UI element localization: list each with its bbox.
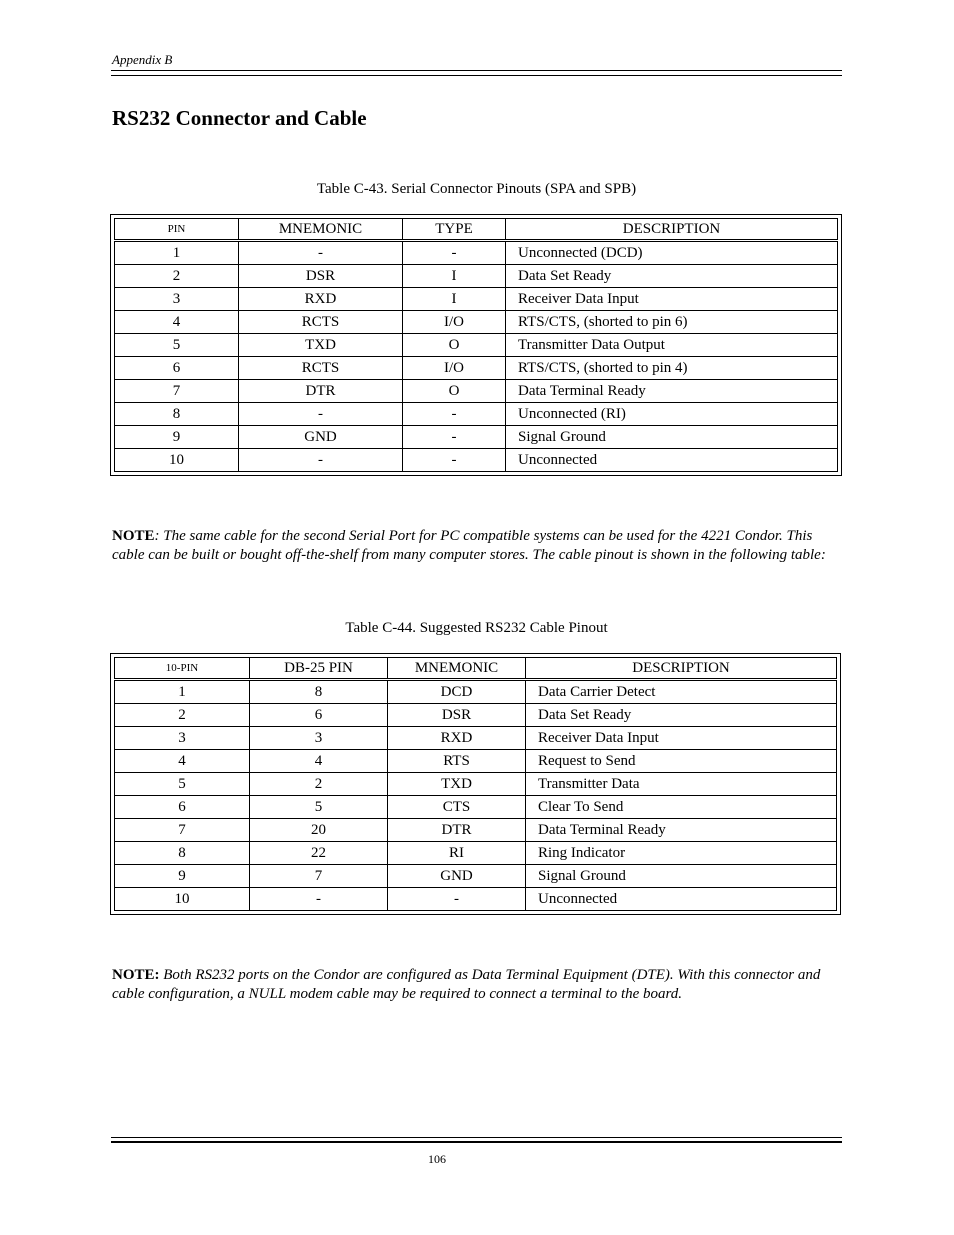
cell-type: - <box>403 426 506 449</box>
table-row <box>115 773 837 796</box>
table-row <box>115 865 837 888</box>
column-header-description: DESCRIPTION <box>506 219 838 241</box>
cell-db25-pin: 6 <box>250 704 388 727</box>
cell-db25-pin: - <box>250 888 388 911</box>
table-row <box>115 888 837 911</box>
cell-description: Ring Indicator <box>526 842 837 865</box>
table-row <box>115 680 837 704</box>
cell-pin: 7 <box>115 380 239 403</box>
cell-description: RTS/CTS, (shorted to pin 6) <box>506 311 838 334</box>
cell-description: Receiver Data Input <box>506 288 838 311</box>
serial-connector-pinout-table <box>114 218 838 472</box>
column-header-db25-pin: DB-25 PIN <box>250 658 388 680</box>
table-row <box>115 334 838 357</box>
cell-mnemonic: TXD <box>388 773 526 796</box>
cell-type: I/O <box>403 357 506 380</box>
cell-mnemonic: RTS <box>388 750 526 773</box>
cell-mnemonic: DSR <box>239 265 403 288</box>
cell-type: - <box>403 241 506 265</box>
cell-type: O <box>403 380 506 403</box>
cell-mnemonic: - <box>239 241 403 265</box>
cell-mnemonic: DCD <box>388 680 526 704</box>
table-row <box>115 842 837 865</box>
cell-db25-pin: 2 <box>250 773 388 796</box>
cell-pin: 6 <box>115 357 239 380</box>
table-header-row <box>115 219 838 241</box>
table1-frame <box>110 214 842 476</box>
cell-db25-pin: 20 <box>250 819 388 842</box>
cell-db25-pin: 8 <box>250 680 388 704</box>
cell-type: I/O <box>403 311 506 334</box>
cell-description: Signal Ground <box>506 426 838 449</box>
note-label: NOTE: <box>112 967 160 983</box>
column-header-mnemonic: MNEMONIC <box>239 219 403 241</box>
cell-description: Unconnected (DCD) <box>506 241 838 265</box>
cell-description: Signal Ground <box>526 865 837 888</box>
cell-db25-pin: 7 <box>250 865 388 888</box>
cell-mnemonic: - <box>388 888 526 911</box>
cell-10-pin: 7 <box>115 819 250 842</box>
column-header-10-pin: 10-PIN <box>115 658 250 680</box>
cell-type: I <box>403 288 506 311</box>
header-rule-secondary <box>111 75 842 76</box>
running-header: Appendix B <box>112 52 173 67</box>
table-row <box>115 750 837 773</box>
cell-mnemonic: DSR <box>388 704 526 727</box>
cell-pin: 5 <box>115 334 239 357</box>
cell-mnemonic: RI <box>388 842 526 865</box>
note-paragraph-1 <box>112 527 842 565</box>
cell-description: Data Carrier Detect <box>526 680 837 704</box>
header-rule <box>111 70 842 71</box>
cell-db25-pin: 4 <box>250 750 388 773</box>
cell-mnemonic: GND <box>388 865 526 888</box>
cell-description: Clear To Send <box>526 796 837 819</box>
column-header-type: TYPE <box>403 219 506 241</box>
cell-db25-pin: 5 <box>250 796 388 819</box>
table1-caption: Table C-43. Serial Connector Pinouts (SPA and SPB) <box>316 181 637 197</box>
note-text: Both RS232 ports on the Condor are configured as Data Terminal Equipment (DTE). With this connector and cable configuration, a NULL modem cable may be required to connect a terminal to the board. <box>112 967 821 1002</box>
footer-rule <box>111 1137 842 1138</box>
table-row <box>115 819 837 842</box>
page-number: 106 <box>428 1152 446 1166</box>
cell-type: O <box>403 334 506 357</box>
cell-description: Request to Send <box>526 750 837 773</box>
cell-mnemonic: RCTS <box>239 311 403 334</box>
cell-10-pin: 6 <box>115 796 250 819</box>
cell-type: I <box>403 265 506 288</box>
table-row <box>115 288 838 311</box>
cell-pin: 4 <box>115 311 239 334</box>
footer-rule-secondary <box>111 1141 842 1143</box>
cell-mnemonic: CTS <box>388 796 526 819</box>
cell-mnemonic: - <box>239 449 403 472</box>
cell-description: Unconnected (RI) <box>506 403 838 426</box>
cell-mnemonic: GND <box>239 426 403 449</box>
table2-frame <box>110 653 841 915</box>
table-row <box>115 704 837 727</box>
cell-description: RTS/CTS, (shorted to pin 4) <box>506 357 838 380</box>
cell-pin: 3 <box>115 288 239 311</box>
table-row <box>115 311 838 334</box>
table-header-row <box>115 658 837 680</box>
cell-10-pin: 9 <box>115 865 250 888</box>
table-row <box>115 796 837 819</box>
cell-pin: 8 <box>115 403 239 426</box>
cell-description: Unconnected <box>506 449 838 472</box>
note-paragraph-2 <box>112 966 842 1004</box>
cell-db25-pin: 22 <box>250 842 388 865</box>
table-row <box>115 357 838 380</box>
cell-description: Unconnected <box>526 888 837 911</box>
cell-type: - <box>403 403 506 426</box>
cell-mnemonic: RXD <box>388 727 526 750</box>
cell-10-pin: 5 <box>115 773 250 796</box>
cell-description: Data Terminal Ready <box>506 380 838 403</box>
note-label: NOTE <box>112 528 155 544</box>
cell-pin: 1 <box>115 241 239 265</box>
table-row <box>115 727 837 750</box>
cell-description: Data Set Ready <box>526 704 837 727</box>
cell-10-pin: 4 <box>115 750 250 773</box>
cell-pin: 9 <box>115 426 239 449</box>
cell-mnemonic: RXD <box>239 288 403 311</box>
cell-mnemonic: DTR <box>239 380 403 403</box>
cell-mnemonic: RCTS <box>239 357 403 380</box>
rs232-cable-pinout-table <box>114 657 837 911</box>
cell-db25-pin: 3 <box>250 727 388 750</box>
cell-mnemonic: - <box>239 403 403 426</box>
table-row <box>115 380 838 403</box>
table-row <box>115 426 838 449</box>
cell-mnemonic: DTR <box>388 819 526 842</box>
table-row <box>115 241 838 265</box>
cell-mnemonic: TXD <box>239 334 403 357</box>
cell-10-pin: 10 <box>115 888 250 911</box>
cell-description: Receiver Data Input <box>526 727 837 750</box>
cell-description: Transmitter Data <box>526 773 837 796</box>
section-title: RS232 Connector and Cable <box>112 106 367 130</box>
cell-description: Data Set Ready <box>506 265 838 288</box>
table-row <box>115 449 838 472</box>
cell-type: - <box>403 449 506 472</box>
column-header-description: DESCRIPTION <box>526 658 837 680</box>
note-text: : The same cable for the second Serial Port for PC compatible systems can be used for the 4221 Condor. This cable can be built or bought off-the-shelf from many computer stores. The cable pinout is shown in the following table: <box>112 528 826 563</box>
cell-pin: 2 <box>115 265 239 288</box>
column-header-mnemonic: MNEMONIC <box>388 658 526 680</box>
column-header-pin: PIN <box>115 219 239 241</box>
cell-10-pin: 8 <box>115 842 250 865</box>
cell-description: Data Terminal Ready <box>526 819 837 842</box>
cell-10-pin: 2 <box>115 704 250 727</box>
table-row <box>115 265 838 288</box>
cell-10-pin: 3 <box>115 727 250 750</box>
table-row <box>115 403 838 426</box>
cell-10-pin: 1 <box>115 680 250 704</box>
table2-caption: Table C-44. Suggested RS232 Cable Pinout <box>345 620 608 636</box>
cell-description: Transmitter Data Output <box>506 334 838 357</box>
cell-pin: 10 <box>115 449 239 472</box>
